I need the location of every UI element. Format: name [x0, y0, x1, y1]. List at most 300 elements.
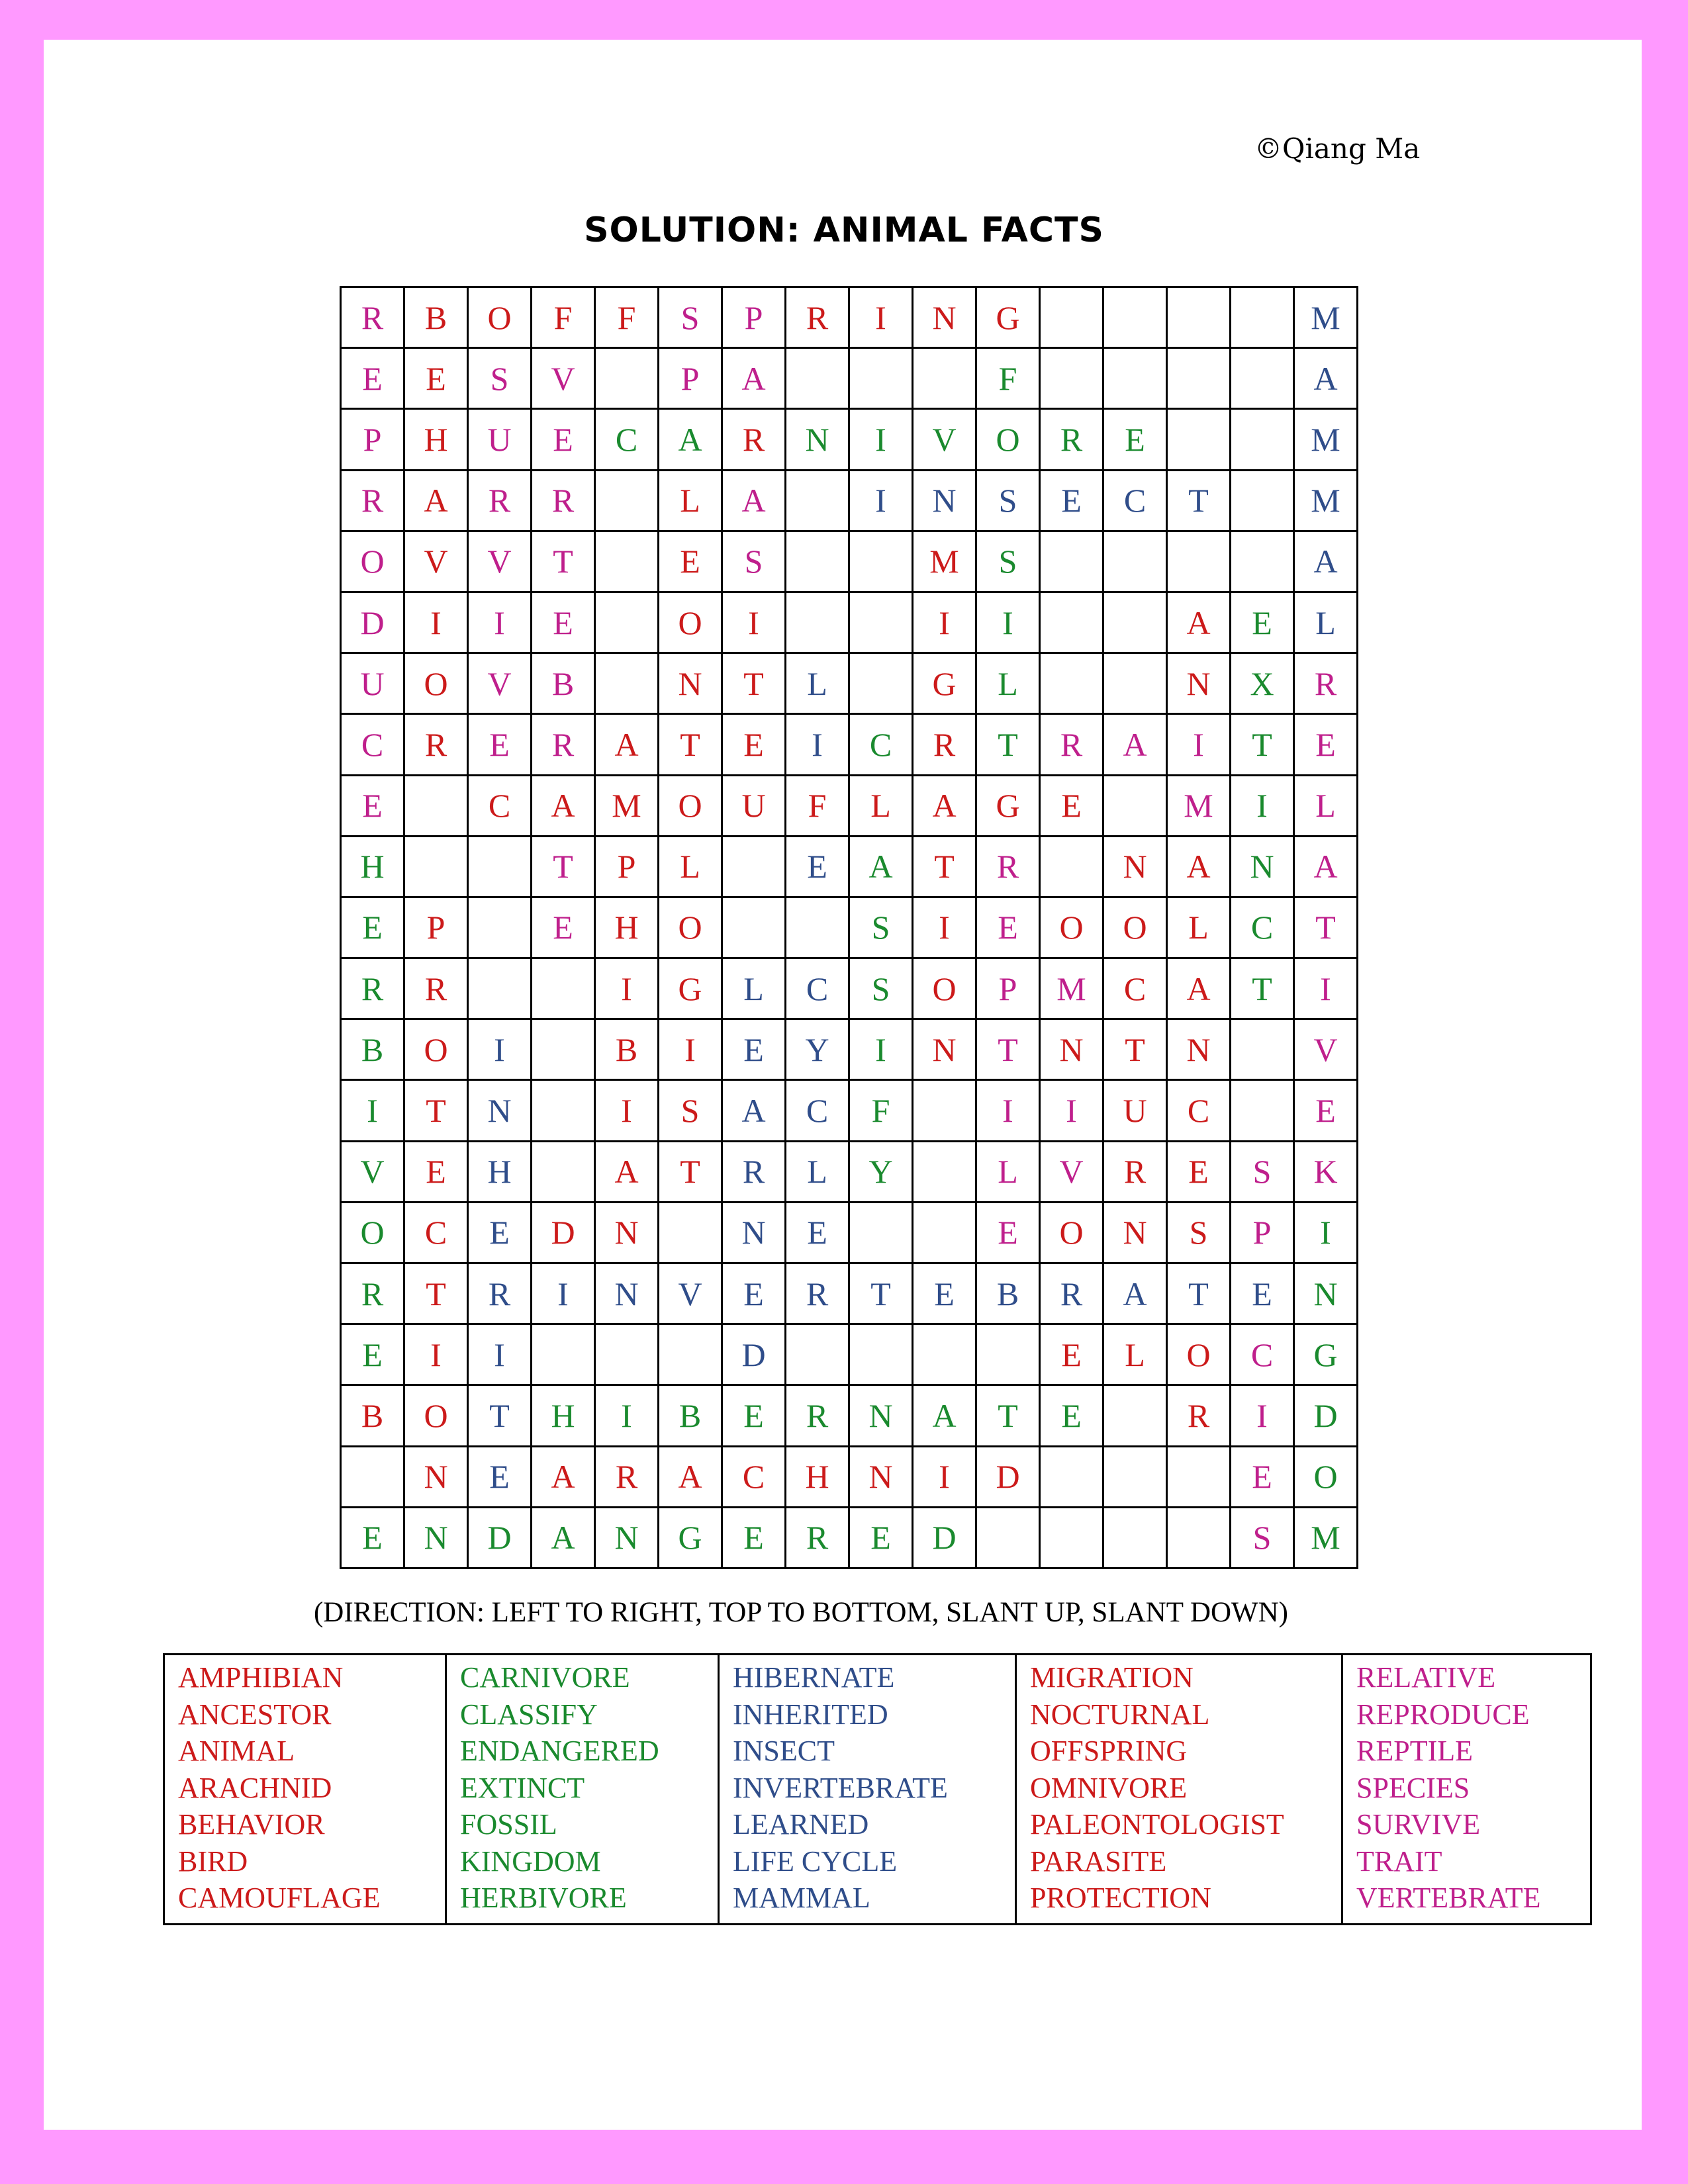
grid-cell[interactable]: E: [1231, 592, 1294, 653]
grid-cell[interactable]: H: [595, 897, 659, 958]
grid-cell[interactable]: U: [341, 653, 404, 714]
grid-cell[interactable]: [1103, 1385, 1167, 1446]
grid-cell[interactable]: I: [1231, 775, 1294, 836]
grid-cell[interactable]: C: [595, 409, 659, 470]
grid-cell[interactable]: R: [1103, 1141, 1167, 1202]
grid-cell[interactable]: R: [722, 409, 786, 470]
grid-cell[interactable]: E: [532, 409, 595, 470]
grid-cell[interactable]: M: [1294, 287, 1358, 348]
grid-cell[interactable]: [595, 592, 659, 653]
grid-cell[interactable]: I: [976, 592, 1040, 653]
grid-cell[interactable]: [595, 1324, 659, 1385]
grid-cell[interactable]: O: [1040, 897, 1103, 958]
grid-cell[interactable]: [659, 1324, 722, 1385]
grid-cell[interactable]: O: [1294, 1446, 1358, 1507]
grid-cell[interactable]: U: [722, 775, 786, 836]
grid-cell[interactable]: [1167, 1446, 1231, 1507]
grid-cell[interactable]: [849, 592, 913, 653]
grid-cell[interactable]: H: [532, 1385, 595, 1446]
grid-cell[interactable]: T: [1103, 1019, 1167, 1080]
grid-cell[interactable]: O: [1103, 897, 1167, 958]
grid-cell[interactable]: A: [722, 348, 786, 409]
grid-cell[interactable]: [468, 836, 532, 897]
grid-cell[interactable]: R: [468, 470, 532, 531]
grid-cell[interactable]: R: [404, 958, 468, 1019]
grid-cell[interactable]: N: [1103, 1202, 1167, 1263]
grid-cell[interactable]: S: [659, 1080, 722, 1141]
grid-cell[interactable]: B: [341, 1385, 404, 1446]
grid-cell[interactable]: [913, 1080, 976, 1141]
grid-cell[interactable]: O: [341, 1202, 404, 1263]
grid-cell[interactable]: N: [468, 1080, 532, 1141]
grid-cell[interactable]: G: [976, 775, 1040, 836]
grid-cell[interactable]: O: [659, 897, 722, 958]
grid-cell[interactable]: T: [913, 836, 976, 897]
grid-cell[interactable]: I: [659, 1019, 722, 1080]
grid-cell[interactable]: S: [976, 470, 1040, 531]
grid-cell[interactable]: N: [595, 1202, 659, 1263]
grid-cell[interactable]: B: [659, 1385, 722, 1446]
grid-cell[interactable]: B: [341, 1019, 404, 1080]
grid-cell[interactable]: I: [404, 1324, 468, 1385]
grid-cell[interactable]: T: [722, 653, 786, 714]
grid-cell[interactable]: N: [1294, 1263, 1358, 1324]
grid-cell[interactable]: I: [1167, 714, 1231, 775]
grid-cell[interactable]: T: [659, 714, 722, 775]
grid-cell[interactable]: R: [341, 1263, 404, 1324]
grid-cell[interactable]: V: [341, 1141, 404, 1202]
grid-cell[interactable]: A: [595, 1141, 659, 1202]
grid-cell[interactable]: G: [659, 1507, 722, 1568]
grid-cell[interactable]: A: [659, 409, 722, 470]
grid-cell[interactable]: R: [786, 1263, 849, 1324]
grid-cell[interactable]: H: [786, 1446, 849, 1507]
grid-cell[interactable]: [532, 1080, 595, 1141]
grid-cell[interactable]: A: [532, 1446, 595, 1507]
grid-cell[interactable]: S: [1231, 1141, 1294, 1202]
grid-cell[interactable]: [1167, 409, 1231, 470]
grid-cell[interactable]: N: [1231, 836, 1294, 897]
grid-cell[interactable]: E: [722, 1385, 786, 1446]
grid-cell[interactable]: P: [659, 348, 722, 409]
grid-cell[interactable]: E: [1040, 775, 1103, 836]
grid-cell[interactable]: R: [786, 287, 849, 348]
grid-cell[interactable]: L: [976, 653, 1040, 714]
grid-cell[interactable]: [913, 1324, 976, 1385]
grid-cell[interactable]: I: [468, 592, 532, 653]
grid-cell[interactable]: E: [341, 1324, 404, 1385]
grid-cell[interactable]: D: [1294, 1385, 1358, 1446]
grid-cell[interactable]: [786, 1324, 849, 1385]
grid-cell[interactable]: T: [1231, 958, 1294, 1019]
grid-cell[interactable]: [532, 1324, 595, 1385]
grid-cell[interactable]: N: [1103, 836, 1167, 897]
grid-cell[interactable]: U: [1103, 1080, 1167, 1141]
grid-cell[interactable]: [1167, 287, 1231, 348]
grid-cell[interactable]: V: [1040, 1141, 1103, 1202]
grid-cell[interactable]: O: [913, 958, 976, 1019]
grid-cell[interactable]: [1103, 653, 1167, 714]
grid-cell[interactable]: Y: [786, 1019, 849, 1080]
grid-cell[interactable]: D: [913, 1507, 976, 1568]
grid-cell[interactable]: C: [1103, 958, 1167, 1019]
grid-cell[interactable]: A: [1294, 531, 1358, 592]
grid-cell[interactable]: S: [659, 287, 722, 348]
grid-cell[interactable]: [1040, 348, 1103, 409]
grid-cell[interactable]: [786, 897, 849, 958]
grid-cell[interactable]: F: [976, 348, 1040, 409]
grid-cell[interactable]: A: [849, 836, 913, 897]
grid-cell[interactable]: T: [976, 1019, 1040, 1080]
grid-cell[interactable]: P: [1231, 1202, 1294, 1263]
grid-cell[interactable]: L: [786, 1141, 849, 1202]
grid-cell[interactable]: I: [595, 1080, 659, 1141]
grid-cell[interactable]: A: [913, 775, 976, 836]
grid-cell[interactable]: C: [1103, 470, 1167, 531]
grid-cell[interactable]: [849, 653, 913, 714]
grid-cell[interactable]: [404, 775, 468, 836]
grid-cell[interactable]: G: [1294, 1324, 1358, 1385]
grid-cell[interactable]: E: [1294, 1080, 1358, 1141]
grid-cell[interactable]: D: [468, 1507, 532, 1568]
grid-cell[interactable]: T: [976, 1385, 1040, 1446]
grid-cell[interactable]: N: [786, 409, 849, 470]
grid-cell[interactable]: G: [913, 653, 976, 714]
grid-cell[interactable]: I: [976, 1080, 1040, 1141]
grid-cell[interactable]: M: [1294, 1507, 1358, 1568]
grid-cell[interactable]: Y: [849, 1141, 913, 1202]
grid-cell[interactable]: B: [532, 653, 595, 714]
grid-cell[interactable]: [786, 531, 849, 592]
grid-cell[interactable]: A: [1167, 958, 1231, 1019]
grid-cell[interactable]: A: [659, 1446, 722, 1507]
grid-cell[interactable]: A: [1167, 592, 1231, 653]
grid-cell[interactable]: [976, 1324, 1040, 1385]
grid-cell[interactable]: B: [595, 1019, 659, 1080]
grid-cell[interactable]: [1231, 470, 1294, 531]
grid-cell[interactable]: E: [468, 714, 532, 775]
grid-cell[interactable]: E: [1040, 470, 1103, 531]
grid-cell[interactable]: T: [404, 1080, 468, 1141]
grid-cell[interactable]: T: [1167, 1263, 1231, 1324]
grid-cell[interactable]: G: [659, 958, 722, 1019]
grid-cell[interactable]: [913, 1141, 976, 1202]
grid-cell[interactable]: E: [341, 348, 404, 409]
grid-cell[interactable]: I: [913, 1446, 976, 1507]
grid-cell[interactable]: [786, 470, 849, 531]
grid-cell[interactable]: I: [849, 1019, 913, 1080]
grid-cell[interactable]: A: [1103, 714, 1167, 775]
grid-cell[interactable]: E: [1167, 1141, 1231, 1202]
grid-cell[interactable]: E: [976, 897, 1040, 958]
grid-cell[interactable]: A: [532, 1507, 595, 1568]
grid-cell[interactable]: L: [786, 653, 849, 714]
grid-cell[interactable]: [595, 653, 659, 714]
grid-cell[interactable]: V: [468, 653, 532, 714]
grid-cell[interactable]: S: [468, 348, 532, 409]
grid-cell[interactable]: P: [404, 897, 468, 958]
grid-cell[interactable]: D: [976, 1446, 1040, 1507]
grid-cell[interactable]: O: [404, 653, 468, 714]
grid-cell[interactable]: [849, 1202, 913, 1263]
grid-cell[interactable]: B: [404, 287, 468, 348]
grid-cell[interactable]: L: [1294, 592, 1358, 653]
grid-cell[interactable]: N: [595, 1263, 659, 1324]
grid-cell[interactable]: [595, 470, 659, 531]
grid-cell[interactable]: L: [659, 470, 722, 531]
grid-cell[interactable]: [468, 958, 532, 1019]
grid-cell[interactable]: [722, 836, 786, 897]
grid-cell[interactable]: [1040, 1446, 1103, 1507]
grid-cell[interactable]: S: [976, 531, 1040, 592]
grid-cell[interactable]: V: [468, 531, 532, 592]
grid-cell[interactable]: I: [532, 1263, 595, 1324]
grid-cell[interactable]: O: [404, 1019, 468, 1080]
grid-cell[interactable]: [468, 897, 532, 958]
grid-cell[interactable]: V: [1294, 1019, 1358, 1080]
grid-cell[interactable]: H: [468, 1141, 532, 1202]
grid-cell[interactable]: N: [1167, 1019, 1231, 1080]
grid-cell[interactable]: [849, 348, 913, 409]
grid-cell[interactable]: O: [976, 409, 1040, 470]
grid-cell[interactable]: U: [468, 409, 532, 470]
grid-cell[interactable]: L: [1294, 775, 1358, 836]
grid-cell[interactable]: I: [1294, 958, 1358, 1019]
grid-cell[interactable]: [786, 348, 849, 409]
grid-cell[interactable]: I: [849, 409, 913, 470]
grid-cell[interactable]: N: [595, 1507, 659, 1568]
grid-cell[interactable]: R: [722, 1141, 786, 1202]
grid-cell[interactable]: B: [976, 1263, 1040, 1324]
grid-cell[interactable]: P: [595, 836, 659, 897]
grid-cell[interactable]: E: [1294, 714, 1358, 775]
grid-cell[interactable]: S: [849, 958, 913, 1019]
grid-cell[interactable]: I: [404, 592, 468, 653]
grid-cell[interactable]: E: [468, 1202, 532, 1263]
grid-cell[interactable]: [1231, 409, 1294, 470]
grid-cell[interactable]: I: [1040, 1080, 1103, 1141]
grid-cell[interactable]: R: [1167, 1385, 1231, 1446]
grid-cell[interactable]: E: [849, 1507, 913, 1568]
grid-cell[interactable]: E: [1040, 1385, 1103, 1446]
grid-cell[interactable]: R: [913, 714, 976, 775]
grid-cell[interactable]: K: [1294, 1141, 1358, 1202]
grid-cell[interactable]: T: [1231, 714, 1294, 775]
grid-cell[interactable]: L: [1167, 897, 1231, 958]
grid-cell[interactable]: E: [913, 1263, 976, 1324]
grid-cell[interactable]: E: [404, 348, 468, 409]
grid-cell[interactable]: N: [913, 1019, 976, 1080]
grid-cell[interactable]: [1167, 531, 1231, 592]
grid-cell[interactable]: S: [1231, 1507, 1294, 1568]
grid-cell[interactable]: [1231, 1019, 1294, 1080]
grid-cell[interactable]: T: [1167, 470, 1231, 531]
grid-cell[interactable]: [341, 1446, 404, 1507]
grid-cell[interactable]: E: [341, 775, 404, 836]
grid-cell[interactable]: [786, 592, 849, 653]
grid-cell[interactable]: N: [404, 1446, 468, 1507]
grid-cell[interactable]: [1167, 1507, 1231, 1568]
grid-cell[interactable]: [1103, 592, 1167, 653]
grid-cell[interactable]: A: [1294, 348, 1358, 409]
grid-cell[interactable]: [1040, 1507, 1103, 1568]
grid-cell[interactable]: A: [722, 470, 786, 531]
grid-cell[interactable]: T: [1294, 897, 1358, 958]
grid-cell[interactable]: E: [722, 714, 786, 775]
grid-cell[interactable]: E: [722, 1263, 786, 1324]
grid-cell[interactable]: [532, 1019, 595, 1080]
grid-cell[interactable]: N: [913, 287, 976, 348]
grid-cell[interactable]: N: [1167, 653, 1231, 714]
grid-cell[interactable]: L: [849, 775, 913, 836]
grid-cell[interactable]: V: [532, 348, 595, 409]
grid-cell[interactable]: O: [1040, 1202, 1103, 1263]
grid-cell[interactable]: M: [913, 531, 976, 592]
grid-cell[interactable]: M: [1294, 470, 1358, 531]
grid-cell[interactable]: E: [659, 531, 722, 592]
grid-cell[interactable]: E: [722, 1507, 786, 1568]
grid-cell[interactable]: [1231, 1080, 1294, 1141]
grid-cell[interactable]: T: [404, 1263, 468, 1324]
grid-cell[interactable]: [1167, 348, 1231, 409]
grid-cell[interactable]: R: [1040, 409, 1103, 470]
grid-cell[interactable]: S: [1167, 1202, 1231, 1263]
grid-cell[interactable]: V: [913, 409, 976, 470]
grid-cell[interactable]: M: [1294, 409, 1358, 470]
grid-cell[interactable]: I: [913, 592, 976, 653]
grid-cell[interactable]: E: [1103, 409, 1167, 470]
grid-cell[interactable]: L: [722, 958, 786, 1019]
grid-cell[interactable]: R: [341, 287, 404, 348]
grid-cell[interactable]: C: [786, 958, 849, 1019]
grid-cell[interactable]: R: [404, 714, 468, 775]
grid-cell[interactable]: P: [341, 409, 404, 470]
grid-cell[interactable]: F: [786, 775, 849, 836]
grid-cell[interactable]: I: [1231, 1385, 1294, 1446]
grid-cell[interactable]: C: [468, 775, 532, 836]
grid-cell[interactable]: D: [722, 1324, 786, 1385]
grid-cell[interactable]: A: [1167, 836, 1231, 897]
grid-cell[interactable]: [1040, 592, 1103, 653]
grid-cell[interactable]: N: [722, 1202, 786, 1263]
grid-cell[interactable]: I: [468, 1324, 532, 1385]
grid-cell[interactable]: I: [595, 1385, 659, 1446]
grid-cell[interactable]: [1231, 287, 1294, 348]
grid-cell[interactable]: V: [404, 531, 468, 592]
grid-cell[interactable]: O: [341, 531, 404, 592]
grid-cell[interactable]: A: [532, 775, 595, 836]
grid-cell[interactable]: G: [976, 287, 1040, 348]
grid-cell[interactable]: T: [659, 1141, 722, 1202]
grid-cell[interactable]: H: [404, 409, 468, 470]
grid-cell[interactable]: R: [341, 958, 404, 1019]
grid-cell[interactable]: M: [1040, 958, 1103, 1019]
grid-cell[interactable]: [1103, 1446, 1167, 1507]
grid-cell[interactable]: R: [976, 836, 1040, 897]
grid-cell[interactable]: R: [468, 1263, 532, 1324]
grid-cell[interactable]: [1231, 531, 1294, 592]
grid-cell[interactable]: I: [722, 592, 786, 653]
grid-cell[interactable]: D: [341, 592, 404, 653]
grid-cell[interactable]: E: [1231, 1446, 1294, 1507]
grid-cell[interactable]: N: [849, 1385, 913, 1446]
grid-cell[interactable]: C: [341, 714, 404, 775]
grid-cell[interactable]: F: [849, 1080, 913, 1141]
grid-cell[interactable]: E: [1231, 1263, 1294, 1324]
grid-cell[interactable]: E: [468, 1446, 532, 1507]
grid-cell[interactable]: N: [849, 1446, 913, 1507]
grid-cell[interactable]: A: [722, 1080, 786, 1141]
grid-cell[interactable]: R: [532, 714, 595, 775]
grid-cell[interactable]: A: [1294, 836, 1358, 897]
grid-cell[interactable]: N: [404, 1507, 468, 1568]
grid-cell[interactable]: E: [722, 1019, 786, 1080]
grid-cell[interactable]: N: [659, 653, 722, 714]
grid-cell[interactable]: [1103, 348, 1167, 409]
grid-cell[interactable]: E: [532, 592, 595, 653]
grid-cell[interactable]: C: [849, 714, 913, 775]
grid-cell[interactable]: E: [404, 1141, 468, 1202]
grid-cell[interactable]: H: [341, 836, 404, 897]
grid-cell[interactable]: R: [1040, 714, 1103, 775]
grid-cell[interactable]: N: [1040, 1019, 1103, 1080]
grid-cell[interactable]: E: [786, 1202, 849, 1263]
grid-cell[interactable]: [913, 1202, 976, 1263]
grid-cell[interactable]: [1103, 775, 1167, 836]
grid-cell[interactable]: V: [659, 1263, 722, 1324]
grid-cell[interactable]: O: [404, 1385, 468, 1446]
grid-cell[interactable]: O: [659, 775, 722, 836]
grid-cell[interactable]: I: [468, 1019, 532, 1080]
grid-cell[interactable]: R: [786, 1507, 849, 1568]
grid-cell[interactable]: R: [1040, 1263, 1103, 1324]
grid-cell[interactable]: C: [404, 1202, 468, 1263]
grid-cell[interactable]: L: [1103, 1324, 1167, 1385]
grid-cell[interactable]: O: [468, 287, 532, 348]
grid-cell[interactable]: F: [532, 287, 595, 348]
grid-cell[interactable]: C: [1231, 897, 1294, 958]
grid-cell[interactable]: I: [849, 470, 913, 531]
grid-cell[interactable]: R: [341, 470, 404, 531]
grid-cell[interactable]: A: [595, 714, 659, 775]
grid-cell[interactable]: E: [1040, 1324, 1103, 1385]
grid-cell[interactable]: M: [1167, 775, 1231, 836]
grid-cell[interactable]: R: [786, 1385, 849, 1446]
grid-cell[interactable]: R: [1294, 653, 1358, 714]
grid-cell[interactable]: R: [595, 1446, 659, 1507]
grid-cell[interactable]: X: [1231, 653, 1294, 714]
grid-cell[interactable]: S: [722, 531, 786, 592]
grid-cell[interactable]: E: [976, 1202, 1040, 1263]
grid-cell[interactable]: P: [976, 958, 1040, 1019]
grid-cell[interactable]: E: [532, 897, 595, 958]
grid-cell[interactable]: C: [722, 1446, 786, 1507]
grid-cell[interactable]: [532, 1141, 595, 1202]
grid-cell[interactable]: A: [913, 1385, 976, 1446]
grid-cell[interactable]: T: [849, 1263, 913, 1324]
grid-cell[interactable]: A: [404, 470, 468, 531]
grid-cell[interactable]: L: [976, 1141, 1040, 1202]
grid-cell[interactable]: E: [786, 836, 849, 897]
grid-cell[interactable]: [659, 1202, 722, 1263]
grid-cell[interactable]: T: [976, 714, 1040, 775]
grid-cell[interactable]: T: [468, 1385, 532, 1446]
grid-cell[interactable]: C: [1167, 1080, 1231, 1141]
grid-cell[interactable]: [976, 1507, 1040, 1568]
grid-cell[interactable]: C: [786, 1080, 849, 1141]
grid-cell[interactable]: [1103, 287, 1167, 348]
grid-cell[interactable]: [849, 1324, 913, 1385]
